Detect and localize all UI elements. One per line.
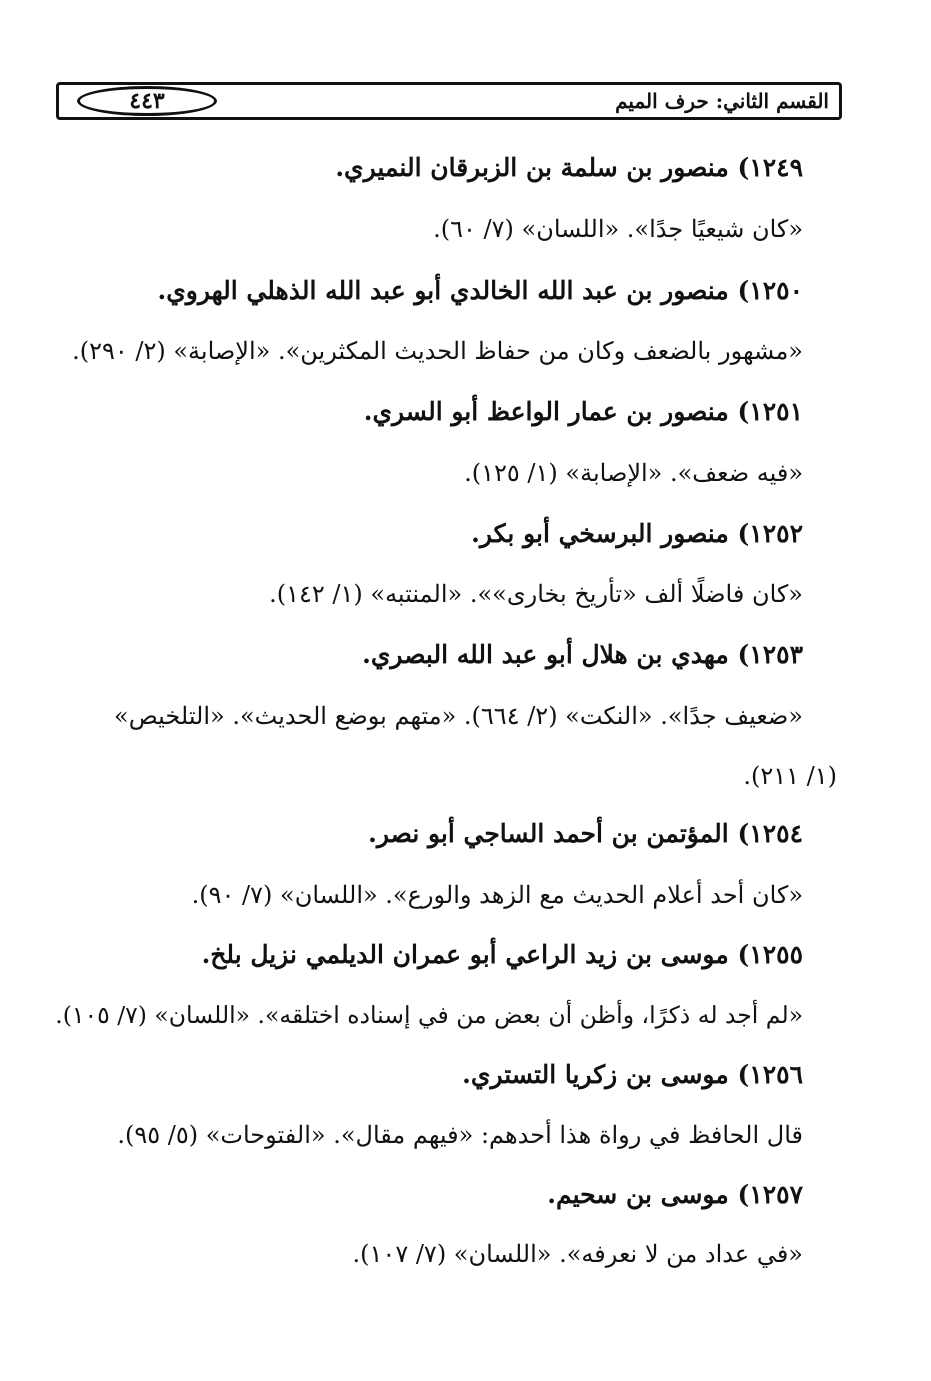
- entry-name: منصور بن عمار الواعظ أبو السري.: [363, 397, 729, 426]
- entry-note: «لم أجد له ذكرًا، وأظن أن بعض من في إسناده اختلقه». «اللسان» (٧/ ١٠٥).: [55, 1001, 803, 1029]
- entry-number: ١٢٥٠: [749, 276, 803, 305]
- entry-heading: ١٢٥٠) منصور بن عبد الله الخالدي أبو عبد الله الذهلي الهروي.: [157, 276, 803, 305]
- page-header: [56, 82, 842, 120]
- entry-name: مهدي بن هلال أبو عبد الله البصري.: [362, 640, 729, 669]
- entry-number: ١٢٥٦: [749, 1060, 803, 1089]
- entry-heading: ١٢٥٢) منصور البرسخي أبو بكر.: [471, 519, 803, 548]
- entry-note-continuation: (١/ ٢١١).: [743, 762, 837, 790]
- entry-note: «مشهور بالضعف وكان من حفاظ الحديث المكثرين». «الإصابة» (٢/ ٢٩٠).: [72, 337, 803, 365]
- entry-heading: ١٢٥٦) موسى بن زكريا التستري.: [462, 1060, 803, 1089]
- entry-name: منصور البرسخي أبو بكر.: [471, 519, 729, 548]
- entry-number: ١٢٥٣: [749, 640, 803, 669]
- entry-number: ١٢٤٩: [749, 153, 803, 182]
- entry-note: «ضعيف جدًا». «النكت» (٢/ ٦٦٤). «متهم بوضع الحديث». «التلخيص»: [114, 702, 803, 730]
- entry-note: «فيه ضعف». «الإصابة» (١/ ١٢٥).: [464, 459, 803, 487]
- entry-heading: ١٢٥٧) موسى بن سحيم.: [547, 1180, 803, 1209]
- entry-note: «كان فاضلًا ألف «تأريخ بخارى»». «المنتبه» (١/ ١٤٢).: [269, 580, 803, 608]
- page-number-badge: ٤٤٣: [77, 86, 217, 116]
- entry-name: موسى بن زيد الراعي أبو عمران الديلمي نزيل بلخ.: [201, 940, 729, 969]
- entry-number: ١٢٥١: [749, 397, 803, 426]
- entry-name: موسى بن زكريا التستري.: [462, 1060, 729, 1089]
- entry-note: «كان شيعيًا جدًا». «اللسان» (٧/ ٦٠).: [433, 215, 803, 243]
- entry-number: ١٢٥٢: [749, 519, 803, 548]
- entry-number: ١٢٥٥: [749, 940, 803, 969]
- entry-note: قال الحافظ في رواة هذا أحدهم: «فيهم مقال». «الفتوحات» (٥/ ٩٥).: [117, 1121, 803, 1149]
- entry-name: موسى بن سحيم.: [547, 1180, 729, 1209]
- entry-name: منصور بن عبد الله الخالدي أبو عبد الله الذهلي الهروي.: [157, 276, 729, 305]
- entry-note: «في عداد من لا نعرفه». «اللسان» (٧/ ١٠٧).: [352, 1240, 803, 1268]
- entry-number: ١٢٥٤: [749, 819, 803, 848]
- entry-name: المؤتمن بن أحمد الساجي أبو نصر.: [368, 819, 729, 848]
- entry-heading: ١٢٥٥) موسى بن زيد الراعي أبو عمران الديلمي نزيل بلخ.: [201, 940, 803, 969]
- entry-heading: ١٢٥١) منصور بن عمار الواعظ أبو السري.: [363, 397, 803, 426]
- entry-heading: ١٢٥٤) المؤتمن بن أحمد الساجي أبو نصر.: [368, 819, 803, 848]
- entry-heading: ١٢٤٩) منصور بن سلمة بن الزبرقان النميري.: [335, 153, 803, 182]
- entry-heading: ١٢٥٣) مهدي بن هلال أبو عبد الله البصري.: [362, 640, 803, 669]
- section-title: القسم الثاني: حرف الميم: [615, 89, 829, 113]
- entry-note: «كان أحد أعلام الحديث مع الزهد والورع». «اللسان» (٧/ ٩٠).: [191, 881, 803, 909]
- entry-name: منصور بن سلمة بن الزبرقان النميري.: [335, 153, 729, 182]
- entry-number: ١٢٥٧: [749, 1180, 803, 1209]
